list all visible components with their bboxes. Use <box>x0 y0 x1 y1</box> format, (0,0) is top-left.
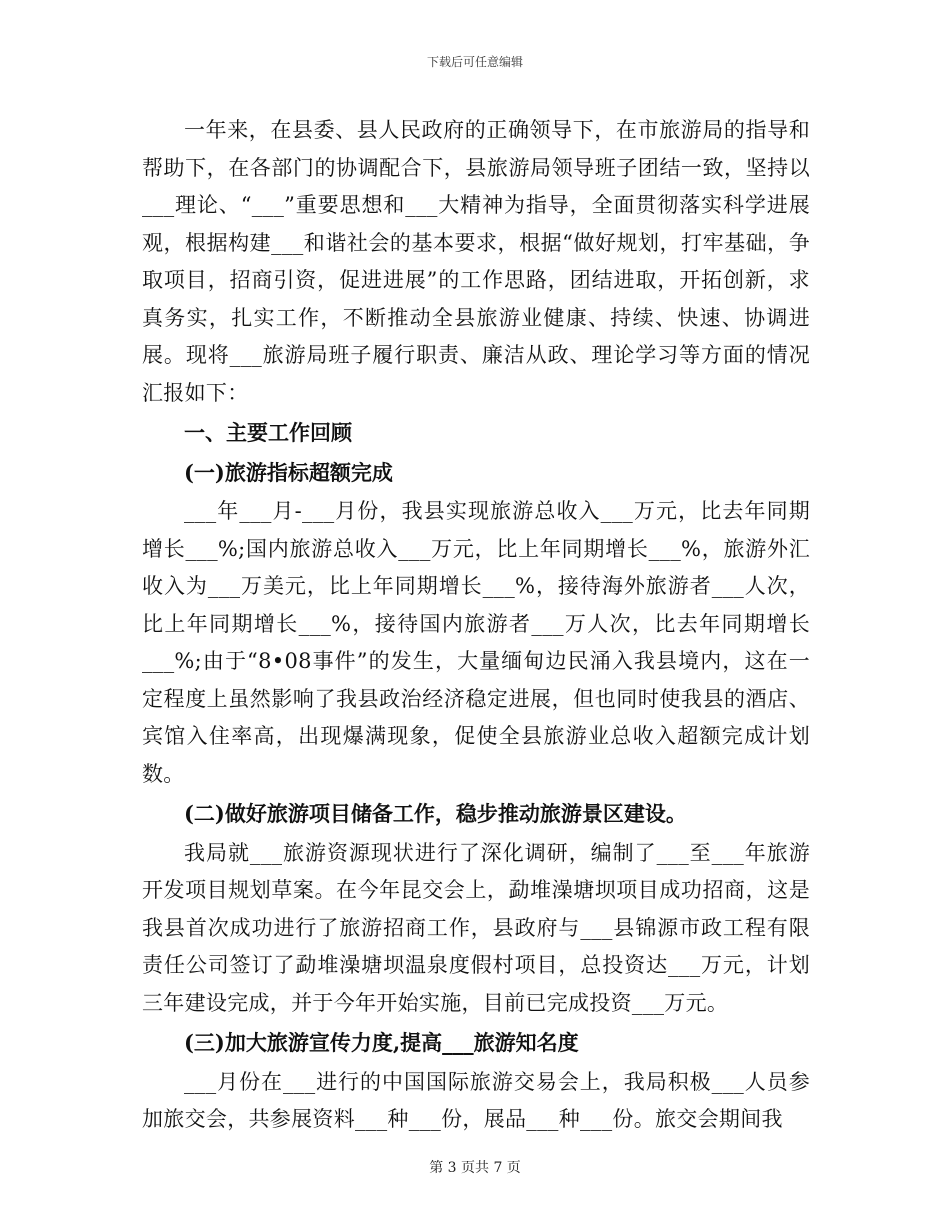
subsection-heading-2: (二)做好旅游项目储备工作，稳步推动旅游景区建设。 <box>184 801 687 826</box>
intro-paragraph: 一年来，在县委、县人民政府的正确领导下，在市旅游局的指导和帮助下，在各部门的协调配合下，县旅游局领导班子团结一致，坚持以___理论、“___”重要思想和___大精神为指导，全面贯彻落实科学进展观，根据构建___和谐社会的基本要求，根据“做好规划，打牢基础，争取项目，招商引资，促进进展”的工作思路，团结进取，开拓创新，求真务实，扎实工作，不断推动全县旅游业健康、持续、快速、协调进展。现将___旅游局班子履行职责、廉洁从政、理论学习等方面的情况汇报如下： <box>142 118 810 405</box>
project-reserve-paragraph: 我局就___旅游资源现状进行了深化调研，编制了___至___年旅游开发项目规划草案。在今年昆交会上，勐堆澡塘坝项目成功招商，这是我县首次成功进行了旅游招商工作，县政府与___县锦源市政工程有限责任公司签订了勐堆澡塘坝温泉度假村项目，总投资达___万元，计划三年建设完成，并于今年开始实施，目前已完成投资___万元。 <box>142 840 810 1015</box>
tourism-metrics-paragraph: ___年___月-___月份，我县实现旅游总收入___万元，比去年同期增长___%;国内旅游总收入___万元，比上年同期增长___%，旅游外汇收入为___万美元，比上年同期增长___%，接待海外旅游者___人次，比上年同期增长___%，接待国内旅游者___万人次，比去年同期增长___%;由于“8•08事件”的发生，大量缅甸边民涌入我县境内，这在一定程度上虽然影响了我县政治经济稳定进展，但也同时使我县的酒店、宾馆入住率高，出现爆满现象，促使全县旅游业总收入超额完成计划数。 <box>142 499 810 786</box>
section-heading-main-review: 一、主要工作回顾 <box>184 420 352 445</box>
document-body <box>142 112 810 1139</box>
page-number-footer: 第 3 页共 7 页 <box>429 1160 521 1176</box>
subsection-heading-1: (一)旅游指标超额完成 <box>184 459 393 485</box>
subsection-heading-3: (三)加大旅游宣传力度,提高___旅游知名度 <box>184 1030 579 1055</box>
page-header: 下载后可任意编辑 <box>426 55 523 69</box>
promotion-paragraph: ___月份在___进行的中国国际旅游交易会上，我局积极___人员参加旅交会，共参展资料___种___份，展品___种___份。旅交会期间我 <box>142 1069 810 1131</box>
